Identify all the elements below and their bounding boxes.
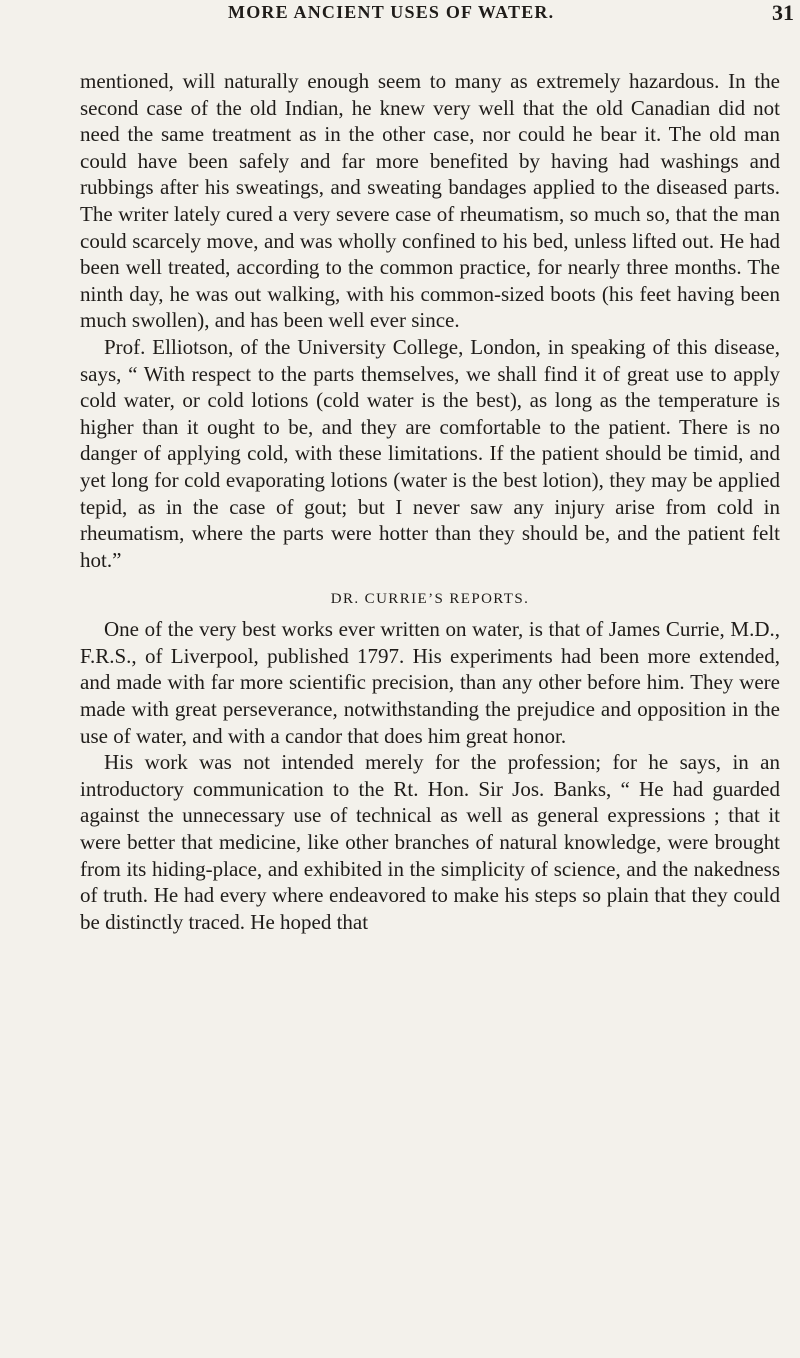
page-number: 31 xyxy=(772,0,794,25)
paragraph-elliotson-quote: Prof. Elliotson, of the University College, London, in speaking of this disease, says, “ With respect to the parts themselves, we shall find it of great use to apply cold water, or cold lotions (cold water is the best), as long as the temperature is higher than it ought to be, and they are comfortable to the patient. There is no danger of applying cold, with these limitations. If the patient should be timid, and yet long for cold evaporating lotions (water is the best lotion), they may be applied tepid, as in the case of gout; but I never saw any injury arise from cold in rheumatism, where the parts were hotter than they should be, and the patient felt hot.” xyxy=(80,334,780,572)
section-heading: DR. CURRIE’S REPORTS. xyxy=(330,591,530,608)
paragraph-currie-work: His work was not intended merely for the profession; for he says, in an introductory communication to the Rt. Hon. Sir Jos. Banks, “ He had guarded against the unnecessary use of technical as well as general expressions ; that it were better that medicine, like other branches of natural knowledge, were brought from its hiding-place, and exhibited in the simplicity of science, and the nakedness of truth. He had every where endeavored to make his steps so plain that they could be distinctly traced. He hoped that xyxy=(80,750,780,934)
running-head xyxy=(0,2,800,26)
running-title: MORE ANCIENT USES OF WATER. xyxy=(228,2,555,22)
paragraph-continuation: mentioned, will naturally enough seem to many as extremely hazardous. In the second case of the old Indian, he knew very well that the old Canadian did not need the same treatment as in the other case, nor could he bear it. The old man could have been safely and far more benefited by having had washings and rubbings after his sweatings, and sweating bandages applied to the diseased parts. The writer lately cured a very severe case of rheumatism, so much so, that the man could scarcely move, and was wholly confined to his bed, unless lifted out. He had been well treated, according to the common practice, for nearly three months. The ninth day, he was out walking, with his common-sized boots (his feet having been much swollen), and has been well ever since. xyxy=(80,69,780,333)
paragraph-currie-intro: One of the very best works ever written on water, is that of James Currie, M.D., F.R.S., of Liverpool, published 1797. His experiments had been more extended, and made with far more scientific precision, than any other before him. They were made with great perseverance, notwithstanding the prejudice and opposition in the use of water, and with a candor that does him great honor. xyxy=(80,617,780,748)
body-text xyxy=(80,68,780,935)
